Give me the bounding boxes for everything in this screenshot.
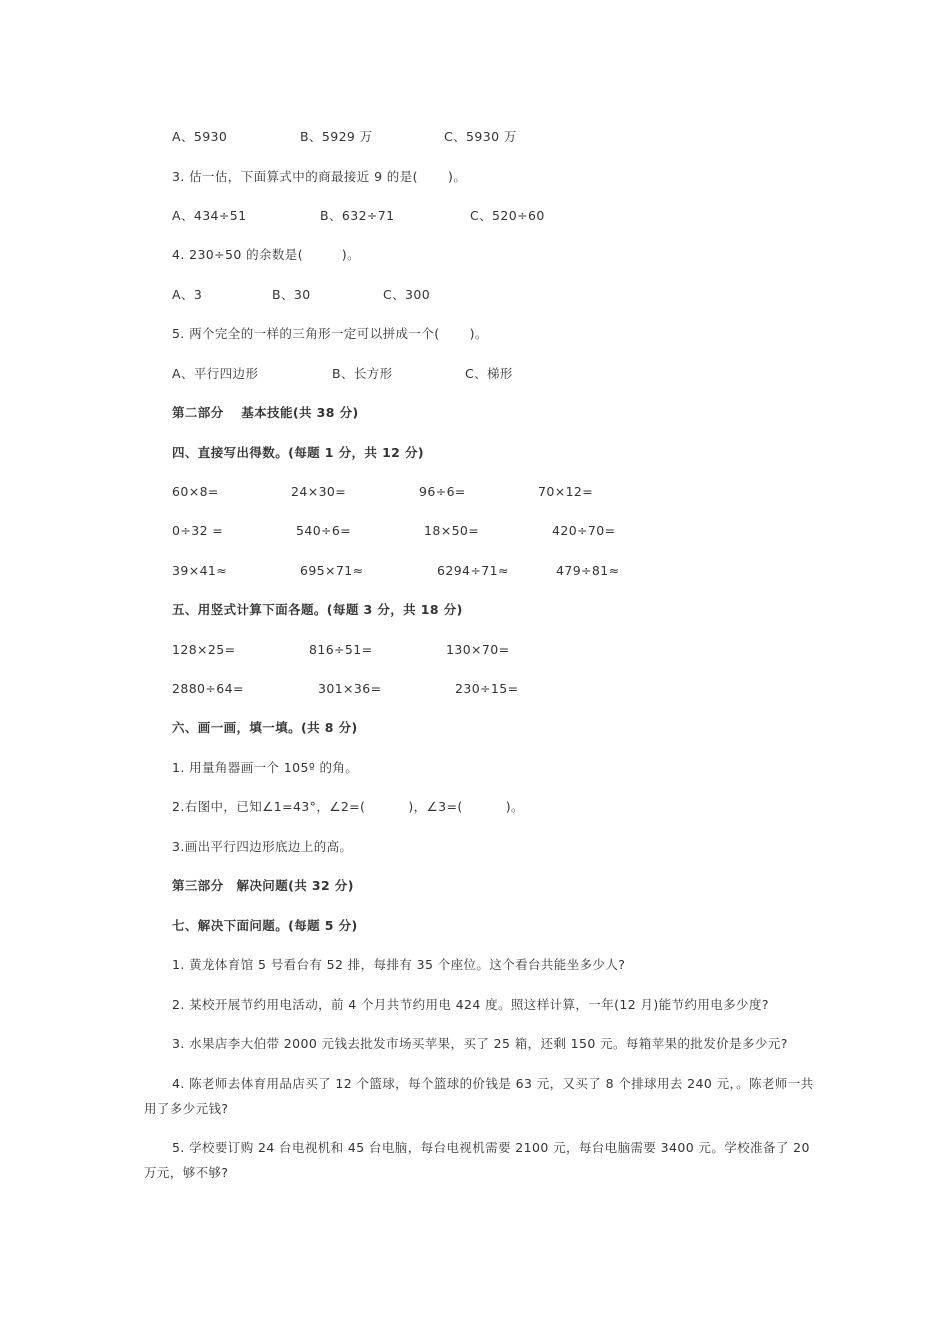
sec6-item: 1. 用量角器画一个 105º 的角。 <box>172 760 359 775</box>
sec4-problem: 479÷81≈ <box>556 563 620 578</box>
q4-option-a: A、3 <box>172 287 203 302</box>
sec7-problem: 5. 学校要订购 24 台电视机和 45 台电脑，每台电视机需要 2100 元，每台电脑需要 3400 元。学校准备了 20 万元，够不够? <box>144 1140 810 1180</box>
q2-option-b: B、5929 万 <box>300 129 373 144</box>
q3-option-b: B、632÷71 <box>320 208 395 223</box>
sec5-problem: 130×70= <box>446 642 510 657</box>
q3-option-c: C、520÷60 <box>470 208 545 223</box>
sec5-problem: 301×36= <box>318 681 382 696</box>
q5-option-b: B、长方形 <box>332 366 393 381</box>
sec5-problem: 230÷15= <box>455 681 519 696</box>
sec5-problem: 2880÷64= <box>172 681 244 696</box>
sec6-heading: 六、画一画，填一填。(共 8 分) <box>172 720 358 735</box>
q5-stem: 5. 两个完全的一样的三角形一定可以拼成一个( )。 <box>172 326 488 341</box>
q5-option-c: C、梯形 <box>465 366 513 381</box>
sec7-problem: 3. 水果店李大伯带 2000 元钱去批发市场买苹果，买了 25 箱，还剩 150 元。每箱苹果的批发价是多少元? <box>172 1036 788 1051</box>
sec7-heading: 七、解决下面问题。(每题 5 分) <box>172 918 358 933</box>
q5-option-a: A、平行四边形 <box>172 366 259 381</box>
sec4-problem: 695×71≈ <box>300 563 364 578</box>
sec4-problem: 96÷6= <box>419 484 466 499</box>
sec7-problem: 2. 某校开展节约用电活动，前 4 个月共节约用电 424 度。照这样计算，一年(12 月)能节约用电多少度? <box>172 997 769 1012</box>
sec4-problem: 6294÷71≈ <box>437 563 509 578</box>
q2-option-a: A、5930 <box>172 129 228 144</box>
sec5-heading: 五、用竖式计算下面各题。(每题 3 分，共 18 分) <box>172 602 463 617</box>
part2-heading: 第二部分 基本技能(共 38 分) <box>172 405 359 420</box>
sec7-problem: 1. 黄龙体育馆 5 号看台有 52 排，每排有 35 个座位。这个看台共能坐多少人? <box>172 957 626 972</box>
q3-stem: 3. 估一估，下面算式中的商最接近 9 的是( )。 <box>172 169 467 184</box>
q2-option-c: C、5930 万 <box>444 129 517 144</box>
part3-heading: 第三部分 解决问题(共 32 分) <box>172 878 354 893</box>
sec6-item: 2.右图中，已知∠1=43°，∠2=( )，∠3=( )。 <box>172 799 524 814</box>
sec5-problem: 816÷51= <box>309 642 373 657</box>
q4-stem: 4. 230÷50 的余数是( )。 <box>172 247 360 262</box>
q4-option-c: C、300 <box>383 287 431 302</box>
sec4-problem: 420÷70= <box>552 523 616 538</box>
sec4-problem: 18×50= <box>424 523 480 538</box>
sec4-problem: 60×8= <box>172 484 219 499</box>
q3-option-a: A、434÷51 <box>172 208 247 223</box>
sec4-problem: 540÷6= <box>296 523 352 538</box>
sec4-problem: 0÷32 = <box>172 523 224 538</box>
sec5-problem: 128×25= <box>172 642 236 657</box>
sec7-problem: 4. 陈老师去体育用品店买了 12 个篮球，每个篮球的价钱是 63 元，又买了 8 个排球用去 240 元，。陈老师一共用了多少元钱? <box>144 1076 814 1116</box>
sec4-heading: 四、直接写出得数。(每题 1 分，共 12 分) <box>172 445 425 460</box>
sec4-problem: 39×41≈ <box>172 563 228 578</box>
sec4-problem: 70×12= <box>538 484 594 499</box>
sec4-problem: 24×30= <box>291 484 347 499</box>
sec6-item: 3.画出平行四边形底边上的高。 <box>172 839 353 854</box>
q4-option-b: B、30 <box>272 287 311 302</box>
